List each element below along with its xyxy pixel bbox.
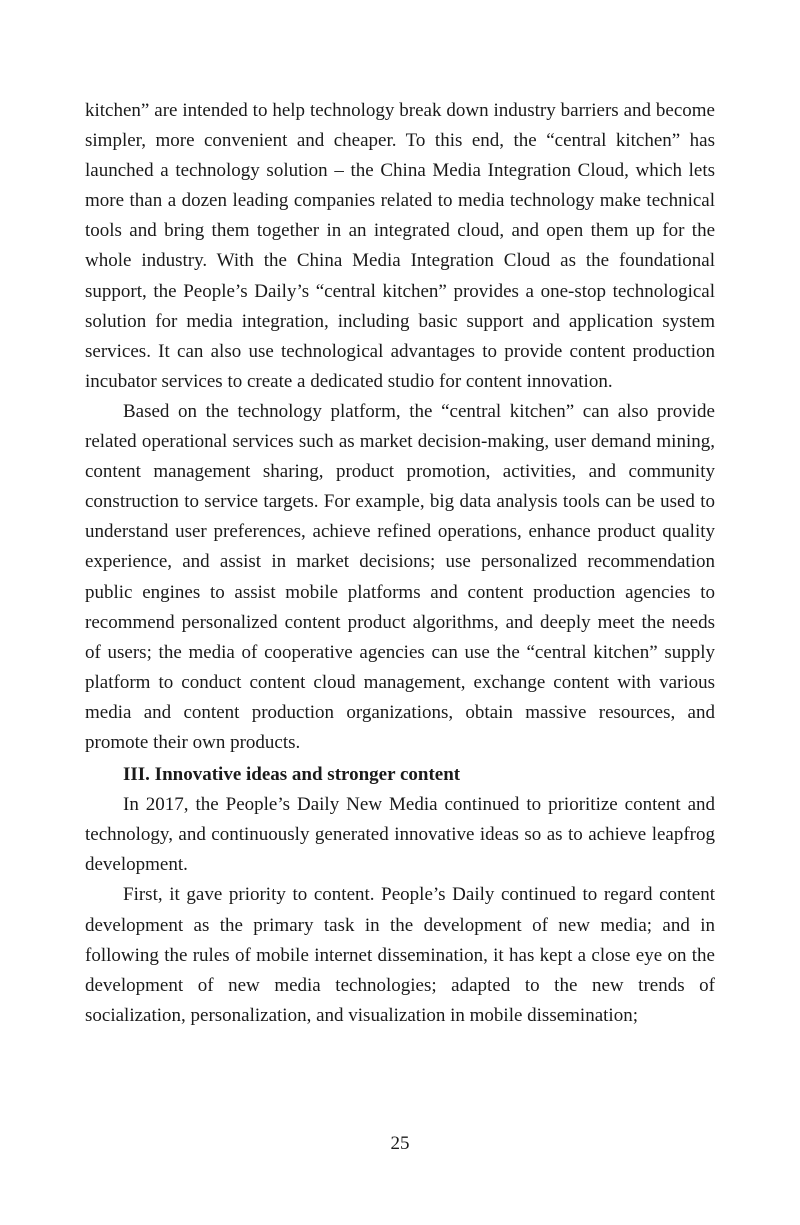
- paragraph-operational-services: Based on the technology platform, the “central kitchen” can also provide related operational services such as market decision-making, user demand mining, content management sharing, product promotion, activities, and community construction to service targets. For example, big data analysis tools can be used to understand user preferences, achieve refined operations, enhance product quality experience, and assist in market decisions; use personalized recommendation public engines to assist mobile platforms and content production agencies to recommend personalized content product algorithms, and deeply meet the needs of users; the media of cooperative agencies can use the “central kitchen” supply platform to conduct content cloud management, exchange content with various media and content production organizations, obtain massive resources, and promote their own products.: [85, 400, 715, 753]
- paragraph-central-kitchen-technology: kitchen” are intended to help technology break down industry barriers and become simpler, more convenient and cheaper. To this end, the “central kitchen” has launched a technology solution – the China Media Integration Cloud, which lets more than a dozen leading companies related to media technology make technical tools and bring them together in an integrated cloud, and open them up for the whole industry. With the China Media Integration Cloud as the foundational support, the People’s Daily’s “central kitchen” provides a one-stop technological solution for media integration, including basic support and application system services. It can also use technological advantages to provide content production incubator services to create a dedicated studio for content innovation.: [85, 100, 715, 392]
- page-number: 25: [390, 1133, 410, 1154]
- paragraph-2017-priorities: In 2017, the People’s Daily New Media continued to prioritize content and technology, and continuously generated innovative ideas so as to achieve leapfrog development.: [85, 794, 715, 876]
- section-heading: III. Innovative ideas and stronger content: [123, 764, 461, 786]
- page-body: [85, 96, 715, 1031]
- paragraph-priority-to-content: First, it gave priority to content. People’s Daily continued to regard content development as the primary task in the development of new media; and in following the rules of mobile internet dissemination, it has kept a close eye on the development of new media technologies; adapted to the new trends of socialization, personalization, and visualization in mobile dissemination;: [85, 884, 715, 1026]
